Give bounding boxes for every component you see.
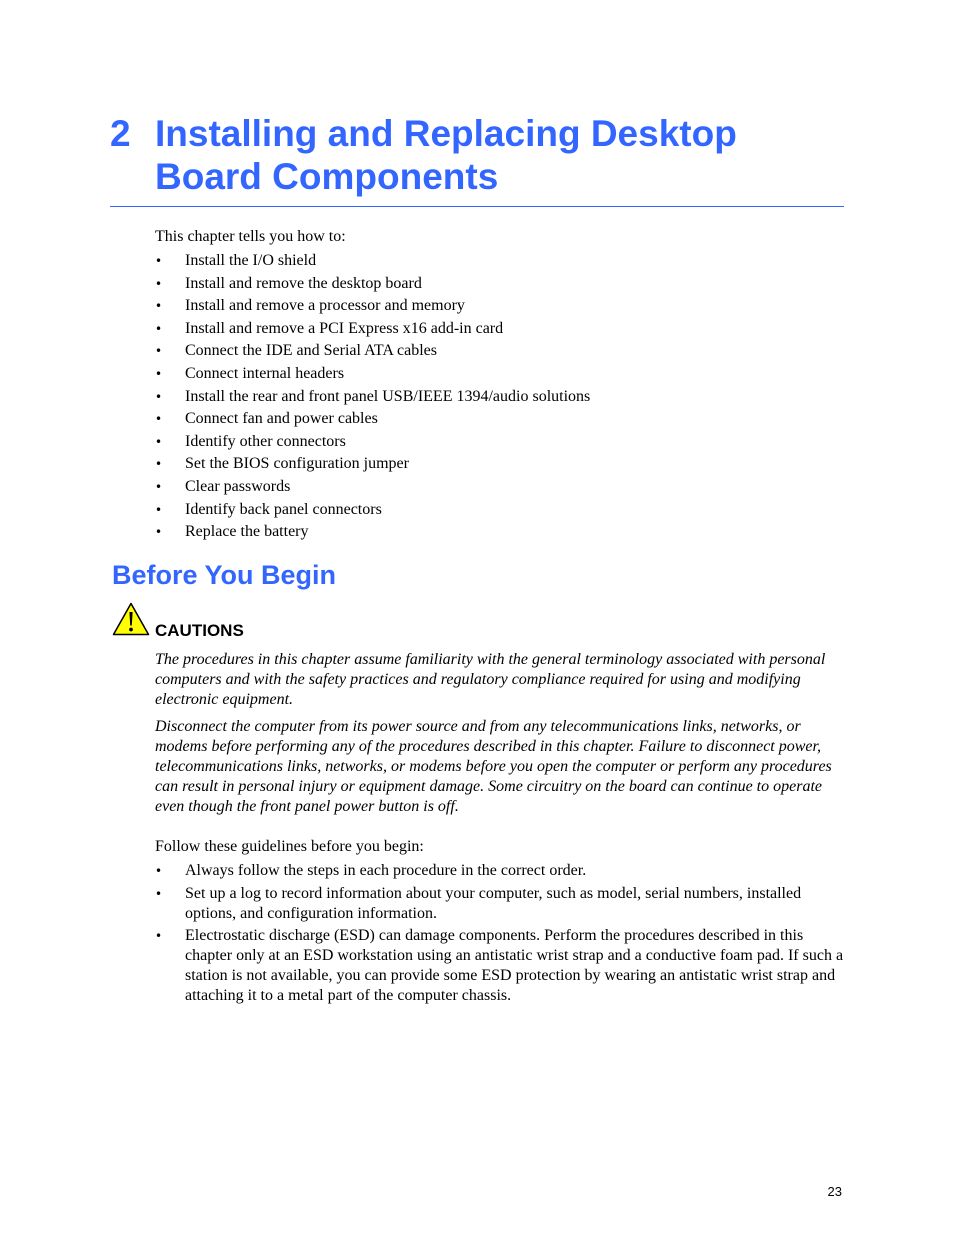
bullet-icon: • bbox=[155, 389, 163, 404]
list-item bbox=[155, 341, 845, 364]
bullet-icon: • bbox=[155, 254, 163, 268]
list-item bbox=[155, 884, 845, 924]
bullet-icon: • bbox=[155, 344, 163, 359]
list-item-text: Set up a log to record information about your computer, such as model, serial numbers, installed options, and configuration information. bbox=[185, 884, 802, 922]
list-item bbox=[155, 522, 845, 545]
list-item-text: Always follow the steps in each procedure in the correct order. bbox=[185, 862, 587, 879]
title-divider bbox=[110, 206, 844, 207]
list-item bbox=[155, 319, 845, 342]
bullet-icon: • bbox=[155, 299, 163, 314]
list-item-text: Connect fan and power cables bbox=[185, 410, 378, 428]
list-item-text: Install the I/O shield bbox=[185, 252, 317, 269]
list-item bbox=[155, 861, 845, 881]
chapter-number: 2 bbox=[110, 113, 131, 154]
bullet-icon: • bbox=[155, 479, 163, 494]
list-item-text: Install the rear and front panel USB/IEEE 1394/audio solutions bbox=[185, 387, 591, 405]
list-item bbox=[155, 454, 845, 477]
bullet-icon: • bbox=[155, 434, 163, 449]
list-item bbox=[155, 432, 845, 455]
section-title: Before You Begin bbox=[112, 560, 337, 590]
list-item bbox=[155, 387, 845, 410]
list-item bbox=[155, 409, 845, 432]
list-item bbox=[155, 500, 845, 523]
bullet-icon: • bbox=[155, 525, 163, 540]
chapter-title bbox=[110, 112, 844, 198]
bullet-icon: • bbox=[155, 366, 163, 381]
list-item bbox=[155, 477, 845, 500]
bullet-icon: • bbox=[155, 886, 163, 901]
list-item-text: Set the BIOS configuration jumper bbox=[185, 455, 409, 473]
bullet-icon: • bbox=[155, 412, 163, 427]
list-item bbox=[155, 926, 845, 1006]
chapter-task-list bbox=[155, 251, 845, 545]
list-item bbox=[155, 251, 845, 274]
guidelines-list bbox=[155, 861, 845, 1009]
list-item-text: Electrostatic discharge (ESD) can damage components. Perform the procedures described in this chapter only at an ESD workstation using an antistatic wrist strap and a conductive foam pad. If such a station is not available, you can provide some ESD protection by wearing an antistatic wrist strap and attaching it to a metal part of the computer chassis. bbox=[185, 927, 844, 1004]
list-item bbox=[155, 364, 845, 387]
list-item-text: Clear passwords bbox=[185, 477, 291, 495]
list-item-text: Connect internal headers bbox=[185, 364, 345, 382]
caution-paragraph: Disconnect the computer from its power source and from any telecommunications links, networks, or modems before performing any of the procedures described in this chapter. Failure to disconnect power, telecommunications links, networks, or modems before you open the computer or perform any procedures can result in personal injury or equipment damage. Some circuitry on the board can continue to operate even though the front panel power button is off. bbox=[155, 718, 832, 815]
page-number: 23 bbox=[827, 1184, 842, 1199]
list-item bbox=[155, 274, 845, 297]
intro-text: This chapter tells you how to: bbox=[155, 228, 346, 245]
bullet-icon: • bbox=[155, 457, 163, 472]
chapter-title-text: Installing and Replacing Desktop Board Components bbox=[155, 113, 737, 197]
list-item-text: Identify other connectors bbox=[185, 432, 346, 450]
warning-triangle-icon bbox=[112, 602, 150, 636]
bullet-icon: • bbox=[155, 929, 163, 943]
cautions-heading: CAUTIONS bbox=[155, 621, 244, 640]
bullet-icon: • bbox=[155, 502, 163, 517]
bullet-icon: • bbox=[155, 321, 163, 336]
list-item-text: Install and remove the desktop board bbox=[185, 274, 422, 292]
list-item-text: Identify back panel connectors bbox=[185, 500, 382, 518]
caution-paragraph: The procedures in this chapter assume familiarity with the general terminology associated with personal computers and with the safety practices and regulatory compliance required for using and modifying electronic equipment. bbox=[155, 651, 826, 708]
guidelines-intro: Follow these guidelines before you begin: bbox=[155, 838, 424, 855]
list-item bbox=[155, 296, 845, 319]
bullet-icon: • bbox=[155, 864, 163, 878]
bullet-icon: • bbox=[155, 276, 163, 291]
list-item-text: Replace the battery bbox=[185, 523, 309, 541]
list-item-text: Connect the IDE and Serial ATA cables bbox=[185, 342, 437, 360]
list-item-text: Install and remove a PCI Express x16 add-in card bbox=[185, 319, 504, 337]
list-item-text: Install and remove a processor and memory bbox=[185, 297, 465, 315]
